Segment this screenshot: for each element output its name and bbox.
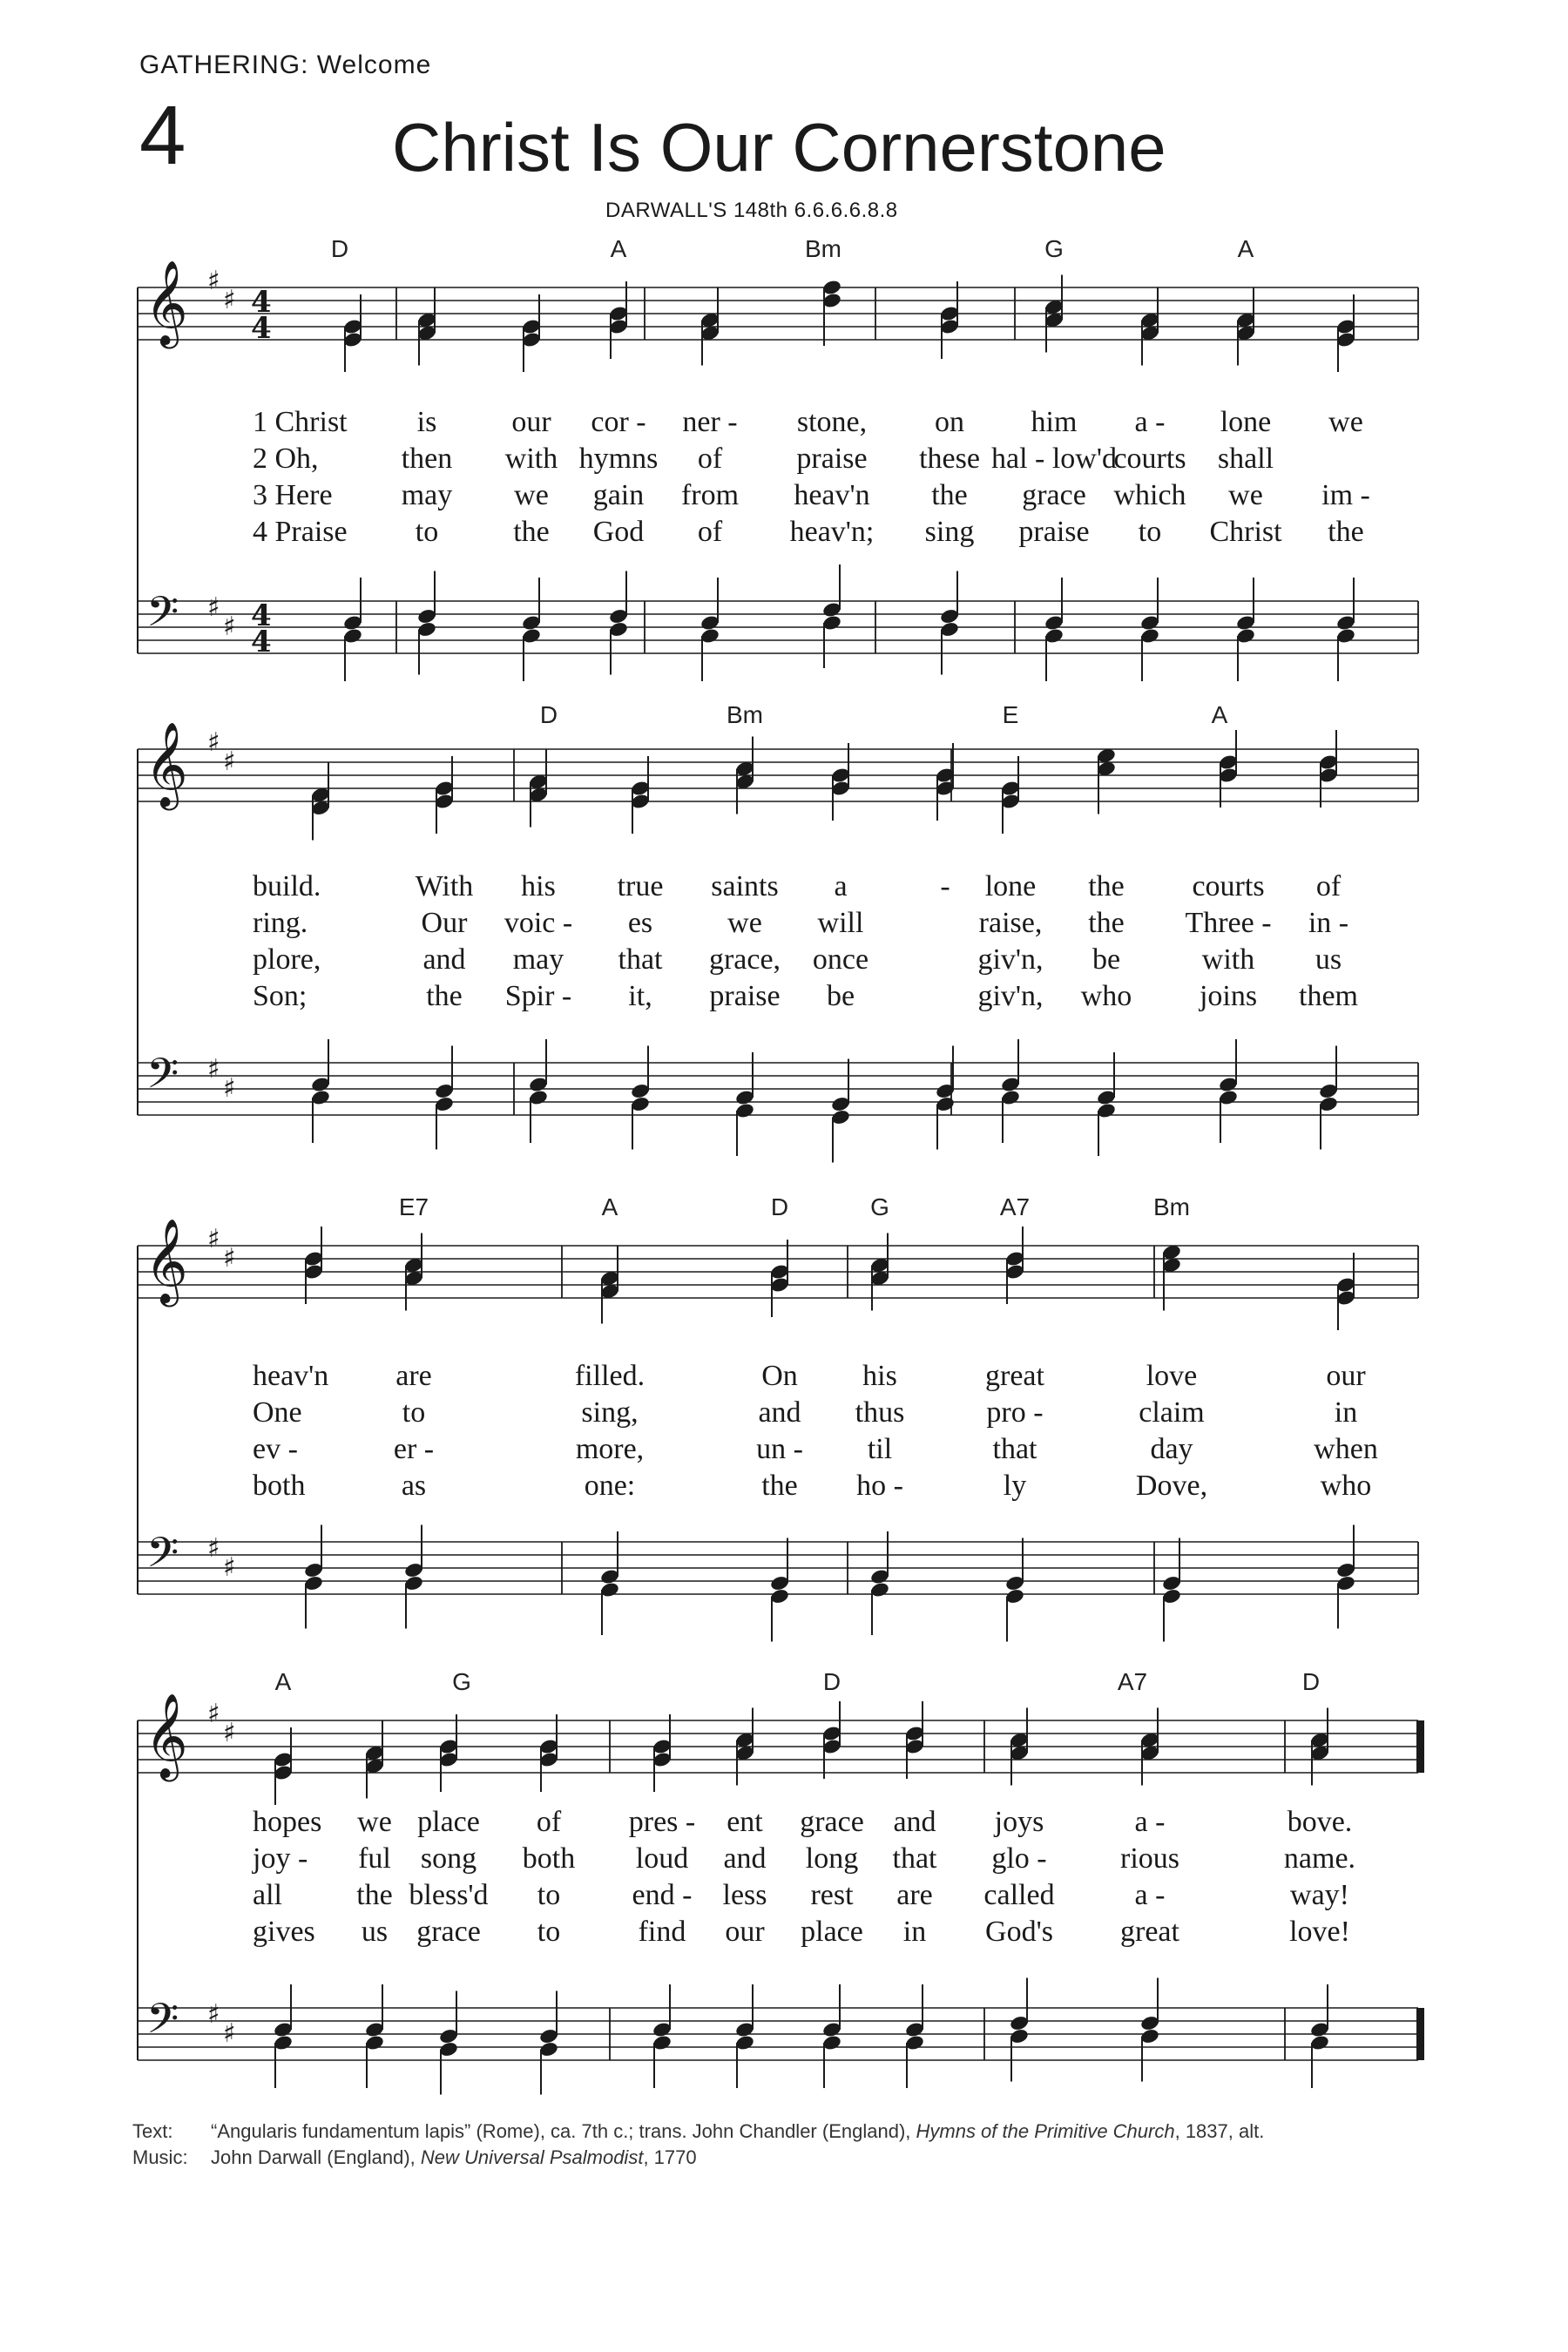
lyric-syllable: to: [537, 1916, 561, 1948]
bass-staff: [138, 601, 1418, 653]
lyric-syllable: grace: [1022, 479, 1086, 511]
chord-symbol: G: [452, 1668, 471, 1695]
key-sharp: ♯: [207, 1999, 220, 2030]
lyric-syllable: the: [1088, 907, 1125, 939]
lyric-syllable: who: [1080, 980, 1132, 1012]
lyric-syllable: ent: [727, 1806, 763, 1838]
lyric-syllable: may: [401, 479, 453, 511]
lyric-syllable: once: [812, 943, 869, 976]
key-sharp: ♯: [223, 285, 236, 315]
treble-clef: 𝄞: [145, 1693, 188, 1778]
lyric-syllable: cor -: [591, 406, 646, 438]
lyric-syllable: our: [1326, 1360, 1366, 1392]
lyric-syllable: grace: [416, 1916, 481, 1948]
lyric-syllable: great: [985, 1360, 1044, 1392]
lyric-syllable: and: [893, 1806, 936, 1838]
chord-symbol: D: [539, 701, 558, 728]
lyric-syllable: that: [618, 943, 663, 976]
lyric-syllable: us: [1315, 943, 1342, 976]
lyric-syllable: his: [521, 870, 556, 902]
lyric-syllable: 4 Praise: [253, 516, 348, 548]
lyric-syllable: be: [826, 980, 855, 1012]
final-barline: [1416, 2008, 1424, 2060]
lyric-syllable: it,: [628, 980, 652, 1012]
lyric-syllable: rest: [810, 1879, 854, 1911]
lyric-syllable: filled.: [574, 1360, 645, 1392]
lyric-syllable: ly: [1003, 1470, 1027, 1502]
lyric-syllable: find: [638, 1916, 686, 1948]
chord-symbol: E7: [398, 1193, 429, 1220]
chord-symbol: A: [601, 1193, 618, 1220]
treble-staff: [138, 287, 1418, 340]
lyric-syllable: One: [253, 1396, 302, 1429]
lyric-syllable: the: [356, 1879, 393, 1911]
lyric-syllable: when: [1314, 1433, 1378, 1465]
lyric-syllable: from: [680, 479, 740, 511]
lyric-syllable: of: [536, 1806, 562, 1838]
chord-symbol: A: [1211, 701, 1228, 728]
lyric-syllable: lone: [1220, 406, 1272, 438]
lyric-syllable: a -: [1134, 406, 1166, 438]
lyric-syllable: shall: [1217, 443, 1274, 475]
lyric-syllable: giv'n,: [977, 980, 1044, 1012]
key-sharp: ♯: [207, 592, 220, 623]
lyric-syllable: we: [1228, 479, 1263, 511]
lyric-syllable: long: [805, 1842, 859, 1875]
lyric-syllable: ring.: [253, 907, 308, 939]
lyric-syllable: and: [723, 1842, 767, 1875]
lyric-syllable: rious: [1120, 1842, 1179, 1875]
lyric-syllable: praise: [1018, 516, 1090, 548]
lyric-syllable: great: [1120, 1916, 1179, 1948]
lyric-syllable: name.: [1283, 1842, 1356, 1875]
lyric-syllable: Our: [421, 907, 468, 939]
chord-symbol: A: [274, 1668, 292, 1695]
lyric-syllable: grace,: [708, 943, 781, 976]
hymn-title: Christ Is Our Cornerstone: [392, 109, 1166, 186]
chord-symbol: Bm: [1153, 1193, 1190, 1220]
chord-symbol: Bm: [727, 701, 763, 728]
lyric-syllable: love: [1146, 1360, 1198, 1392]
lyric-syllable: Spir -: [504, 980, 572, 1012]
lyric-syllable: plore,: [253, 943, 321, 976]
lyric-syllable: courts: [1192, 870, 1265, 902]
key-sharp: ♯: [207, 1533, 220, 1564]
lyric-syllable: called: [983, 1879, 1055, 1911]
lyric-syllable: to: [415, 516, 439, 548]
lyric-syllable: these: [919, 443, 980, 475]
chord-symbol: Bm: [805, 235, 841, 262]
lyric-syllable: un -: [756, 1433, 803, 1465]
key-sharp: ♯: [223, 2018, 236, 2049]
system-3: [138, 1193, 1418, 1642]
lyric-syllable: we: [727, 907, 762, 939]
lyric-syllable: ner -: [682, 406, 738, 438]
lyric-syllable: sing: [924, 516, 975, 548]
lyric-syllable: may: [512, 943, 564, 976]
lyric-syllable: and: [758, 1396, 801, 1429]
lyric-syllable: a -: [1134, 1806, 1166, 1838]
lyric-syllable: 3 Here: [253, 479, 333, 511]
lyric-syllable: less: [722, 1879, 767, 1911]
time-signature-bottom: 4: [251, 625, 272, 659]
lyric-syllable: in: [1334, 1396, 1358, 1429]
key-sharp: ♯: [207, 1054, 220, 1085]
lyric-syllable: heav'n;: [789, 516, 875, 548]
lyric-syllable: stone,: [796, 406, 868, 438]
key-sharp: ♯: [223, 1073, 236, 1104]
chord-symbol: A: [610, 235, 627, 262]
lyric-syllable: joys: [994, 1806, 1044, 1838]
lyric-syllable: pres -: [628, 1806, 696, 1838]
lyric-syllable: of: [1315, 870, 1342, 902]
lyric-syllable: both: [522, 1842, 576, 1875]
lyric-syllable: a -: [1134, 1879, 1166, 1911]
lyric-syllable: -: [940, 870, 950, 902]
lyric-syllable: will: [817, 907, 864, 939]
lyric-syllable: God: [592, 516, 645, 548]
final-barline: [1416, 1720, 1424, 1773]
key-sharp: ♯: [223, 1243, 236, 1274]
lyric-syllable: praise: [709, 980, 781, 1012]
chord-symbol: D: [770, 1193, 789, 1220]
lyric-syllable: true: [617, 870, 664, 902]
lyric-syllable: With: [415, 870, 474, 902]
lyric-syllable: thus: [855, 1396, 905, 1429]
lyric-syllable: his: [862, 1360, 897, 1392]
system-1: [138, 235, 1418, 681]
text-credit: Text: “Angularis fundamentum lapis” (Rome), ca. 7th c.; trans. John Chandler (England), Hymns of the Primitive Church, 1837, alt.: [132, 2120, 1265, 2142]
lyric-syllable: both: [253, 1470, 306, 1502]
time-signature-bottom: 4: [251, 311, 272, 346]
lyric-syllable: end -: [632, 1879, 693, 1911]
lyric-syllable: are: [896, 1879, 933, 1911]
lyric-syllable: which: [1113, 479, 1186, 511]
lyric-syllable: claim: [1139, 1396, 1205, 1429]
lyric-syllable: day: [1150, 1433, 1193, 1465]
lyric-syllable: the: [1328, 516, 1364, 548]
lyric-syllable: we: [1328, 406, 1363, 438]
lyric-syllable: him: [1031, 406, 1078, 438]
lyric-syllable: our: [725, 1916, 765, 1948]
lyric-syllable: in: [902, 1916, 927, 1948]
lyric-syllable: pro -: [986, 1396, 1044, 1429]
bass-clef: 𝄢: [146, 1049, 179, 1108]
lyric-syllable: God's: [985, 1916, 1053, 1948]
treble-clef: 𝄞: [145, 260, 188, 345]
lyric-syllable: to: [537, 1879, 561, 1911]
lyric-syllable: love!: [1289, 1916, 1350, 1948]
time-signature-top: 4: [251, 285, 272, 320]
chord-symbol: D: [1301, 1668, 1321, 1695]
lyric-syllable: the: [761, 1470, 798, 1502]
lyric-syllable: heav'n: [794, 479, 870, 511]
lyric-syllable: gives: [253, 1916, 315, 1948]
lyric-syllable: of: [697, 443, 723, 475]
lyric-syllable: Son;: [253, 980, 308, 1012]
lyric-syllable: the: [931, 479, 968, 511]
section-label: GATHERING: Welcome: [139, 51, 432, 79]
lyric-syllable: one:: [584, 1470, 636, 1502]
lyric-syllable: ev -: [253, 1433, 298, 1465]
music-credit: Music: John Darwall (England), New Universal Psalmodist, 1770: [132, 2146, 697, 2168]
lyric-syllable: to: [402, 1396, 426, 1429]
lyric-syllable: courts: [1113, 443, 1186, 475]
lyric-syllable: place: [801, 1916, 863, 1948]
lyric-syllable: is: [416, 406, 437, 438]
lyric-syllable: with: [1201, 943, 1255, 976]
lyric-syllable: er -: [393, 1433, 435, 1465]
key-sharp: ♯: [223, 747, 236, 777]
lyric-syllable: of: [697, 516, 723, 548]
bass-clef: 𝄢: [146, 1528, 179, 1587]
chord-symbol: A: [1237, 235, 1254, 262]
lyric-syllable: ho -: [856, 1470, 903, 1502]
lyric-syllable: Three -: [1185, 907, 1272, 939]
tune-meter: DARWALL'S 148th 6.6.6.6.8.8: [605, 199, 898, 222]
lyric-syllable: the: [426, 980, 463, 1012]
lyric-syllable: we: [357, 1806, 392, 1838]
lyric-syllable: praise: [796, 443, 868, 475]
lyric-syllable: saints: [711, 870, 779, 902]
chord-symbol: A7: [1117, 1668, 1148, 1695]
lyric-syllable: voic -: [504, 907, 573, 939]
lyric-syllable: lone: [984, 870, 1037, 902]
lyric-syllable: who: [1320, 1470, 1372, 1502]
lyric-syllable: heav'n: [253, 1360, 329, 1392]
lyric-syllable: giv'n,: [977, 943, 1044, 976]
lyric-syllable: a: [834, 870, 848, 902]
lyric-syllable: sing,: [581, 1396, 639, 1429]
key-sharp: ♯: [207, 727, 220, 758]
lyric-syllable: gain: [592, 479, 645, 511]
chord-symbol: D: [330, 235, 349, 262]
chord-symbol: G: [870, 1193, 889, 1220]
lyric-syllable: hal - low'd: [991, 443, 1117, 475]
lyric-syllable: our: [511, 406, 551, 438]
lyric-syllable: be: [1092, 943, 1121, 976]
chord-symbol: E: [1002, 701, 1019, 728]
lyric-syllable: all: [253, 1879, 282, 1911]
lyric-syllable: Christ: [1209, 516, 1282, 548]
key-sharp: ♯: [207, 1224, 220, 1254]
lyric-syllable: im -: [1321, 479, 1370, 511]
lyric-syllable: on: [935, 406, 964, 438]
lyric-syllable: 1 Christ: [253, 406, 348, 438]
lyric-syllable: to: [1138, 516, 1162, 548]
key-sharp: ♯: [223, 1552, 236, 1583]
system-4: [138, 1668, 1424, 2095]
chord-symbol: D: [822, 1668, 841, 1695]
lyric-syllable: ful: [358, 1842, 391, 1875]
lyric-syllable: then: [401, 443, 453, 475]
bass-clef: 𝄢: [146, 1994, 179, 2053]
lyric-syllable: loud: [635, 1842, 689, 1875]
lyric-syllable: that: [992, 1433, 1037, 1465]
credits: [132, 2119, 1264, 2171]
treble-staff: [138, 1720, 1418, 1773]
treble-clef: 𝄞: [145, 721, 188, 807]
lyric-syllable: es: [627, 907, 653, 939]
treble-clef: 𝄞: [145, 1218, 188, 1303]
lyric-syllable: place: [417, 1806, 480, 1838]
lyric-syllable: til: [867, 1433, 893, 1465]
lyric-syllable: way!: [1290, 1879, 1349, 1911]
lyric-syllable: as: [401, 1470, 427, 1502]
lyric-syllable: them: [1299, 980, 1358, 1012]
key-sharp: ♯: [223, 612, 236, 642]
bass-clef: 𝄢: [146, 587, 179, 646]
lyric-syllable: build.: [253, 870, 321, 902]
lyric-syllable: in -: [1308, 907, 1349, 939]
lyric-syllable: hymns: [578, 443, 659, 475]
lyric-syllable: joins: [1199, 980, 1258, 1012]
lyric-syllable: bove.: [1287, 1806, 1353, 1838]
lyric-syllable: with: [504, 443, 558, 475]
lyric-syllable: 2 Oh,: [253, 443, 319, 475]
key-sharp: ♯: [223, 1718, 236, 1748]
lyric-syllable: hopes: [253, 1806, 322, 1838]
lyric-syllable: On: [761, 1360, 798, 1392]
lyric-syllable: us: [361, 1916, 389, 1948]
time-signature-top: 4: [251, 598, 272, 633]
chord-symbol: G: [1044, 235, 1064, 262]
lyric-syllable: are: [395, 1360, 432, 1392]
key-sharp: ♯: [207, 266, 220, 296]
key-sharp: ♯: [207, 1699, 220, 1729]
bass-staff: [138, 2008, 1418, 2060]
lyric-syllable: Dove,: [1135, 1470, 1208, 1502]
lyric-syllable: we: [514, 479, 549, 511]
system-2: [138, 701, 1418, 1163]
hymn-number: 4: [139, 89, 186, 182]
lyric-syllable: song: [420, 1842, 477, 1875]
lyric-syllable: that: [892, 1842, 937, 1875]
chord-symbol: A7: [999, 1193, 1031, 1220]
lyric-syllable: grace: [800, 1806, 864, 1838]
lyric-syllable: more,: [575, 1433, 645, 1465]
lyric-syllable: raise,: [978, 907, 1043, 939]
lyric-syllable: the: [1088, 870, 1125, 902]
lyric-syllable: bless'd: [409, 1879, 489, 1911]
lyric-syllable: the: [513, 516, 550, 548]
lyric-syllable: joy -: [253, 1842, 308, 1875]
lyric-syllable: glo -: [991, 1842, 1047, 1875]
lyric-syllable: and: [422, 943, 466, 976]
